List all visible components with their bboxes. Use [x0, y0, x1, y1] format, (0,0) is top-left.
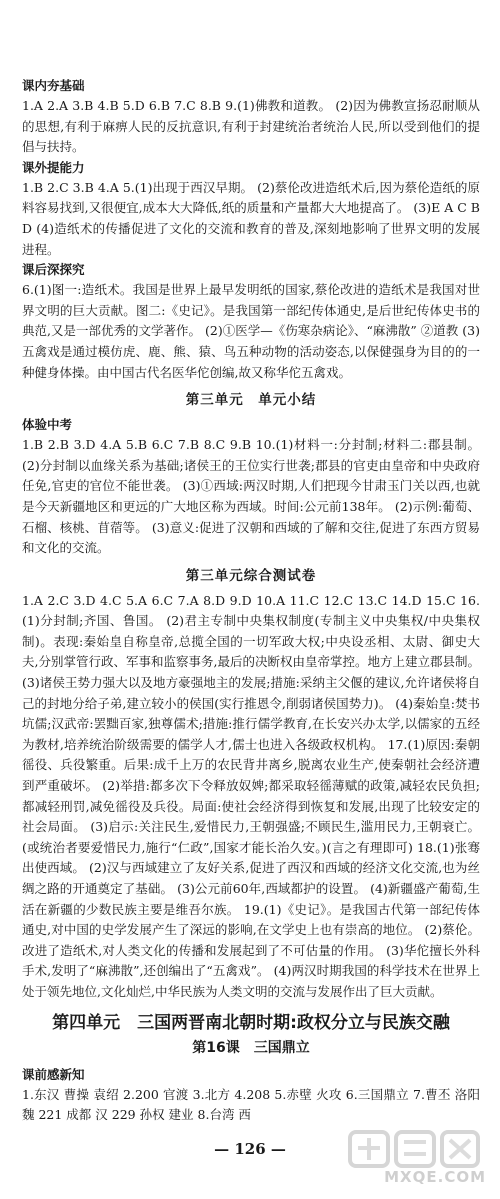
section-heading: 课内夯基础 — [22, 78, 85, 93]
answer-paragraph: 1.B 2.C 3.B 4.A 5.(1)出现于西汉早期。 (2)蔡伦改进造纸术后,因为蔡伦造纸的原料容易找到,又很便宜,成本大大降低,纸的质量和产量都大大地提高了。 (3)E A C B D (4)造纸术的传播促进了文化的交流和教育的普及,深刻地影响了世界文明的发展进程。 — [22, 179, 480, 257]
answer-paragraph: 1.A 2.A 3.B 4.B 5.D 6.B 7.C 8.B 9.(1)佛教和道教。 (2)因为佛教宣扬忍耐顺从的思想,有利于麻痹人民的反抗意识,有利于封建统治者统治人民,所以受到他们的提倡与扶持。 — [22, 98, 480, 155]
page-number: — 126 — — [214, 1140, 286, 1158]
answer-paragraph: 6.(1)图一:造纸术。我国是世界上最早发明纸的国家,蔡伦改进的造纸术是我国对世界文明的巨大贡献。图二:《史记》。是我国第一部纪传体通史,是后世纪传体史书的典范,又是一部优秀的文学著作。 (2)①医学—《伤寒杂病论》、“麻沸散” ②道教 (3)五禽戏是通过模仿虎、鹿、熊、猿、鸟五种动物的活动姿态,以保健强身为目的的一种健身体操。由中国古代名医华佗创编,故又称华佗五禽戏。 — [22, 282, 480, 380]
section-in-class — [22, 76, 480, 158]
section-heading: 课前感新知 — [22, 1066, 85, 1082]
section-after-class — [22, 260, 480, 383]
section-extracurricular — [22, 158, 480, 260]
unit3-test-title: 第三单元综合测试卷 — [185, 567, 317, 584]
unit3-summary-title: 第三单元 单元小结 — [185, 392, 317, 409]
section-heading: 体验中考 — [22, 417, 73, 433]
answer-paragraph: 1.B 2.B 3.D 4.A 5.B 6.C 7.B 8.C 9.B 10.(1)材料一:分封制;材料二:郡县制。 (2)分封制以血缘关系为基础;诸侯王的王位实行世袭;郡县的官吏由皇帝和中央政府任免,官吏的官位不能世袭。 (3)①西域:两汉时期,人们把现今甘肃玉门关以西,也就是今天新疆地区和更远的广大地区称为西域。时间:公元前138年。 (2)示例:葡萄、石榴、核桃、苜蓿等。 (3)意义:促进了汉朝和西域的了解和交往,促进了东西方贸易和文化的交流。 — [22, 437, 480, 556]
answer-paragraph: 1.东汉 曹操 袁绍 2.200 官渡 3.北方 4.208 5.赤壁 火攻 6.三国鼎立 7.曹丕 洛阳 魏 221 成都 汉 229 孙权 建业 8.台湾 西 — [22, 1086, 480, 1123]
section-heading: 课外提能力 — [22, 159, 85, 175]
lesson-title: 第16课 三国鼎立 — [192, 1039, 310, 1056]
watermark-text: MXQE.COM — [384, 1168, 486, 1186]
answer-paragraph: 1.A 2.C 3.D 4.C 5.A 6.C 7.A 8.D 9.D 10.A 11.C 12.C 13.C 14.D 15.C 16.(1)分封制;齐国、鲁国。 (2)君主专制中央集权制度(专制主义中央集权/中央集权制)。表现:秦始皇自称皇帝,总揽全国的一切军政大权;中央设丞相、太尉、御史大夫,分别掌管行政、军事和监察事务,最后的决断权由皇帝掌控。地方上建立郡县制。 (3)诸侯王势力强大以及地方豪强地主的发展;措施:采纳主父偃的建议,允许诸侯将自己的封地分给子弟,建立较小的侯国(实行推恩令,削弱诸侯国势力)。 (4)秦始皇:焚书坑儒;汉武帝:罢黜百家,独尊儒术;措施:推行儒学教育,在长安兴办太学,以儒家的五经为教材,培养统治阶级需要的儒学人才,儒士也进入各级政权机构。 17.(1)原因:秦朝徭役、兵役繁重。后果:成千上万的农民背井离乡,脱离农业生产,使秦朝社会经济遭到严重破坏。 (2)举措:都多次下令释放奴婢;都采取轻徭薄赋的政策,减轻农民负担;都减轻刑罚,减免徭役及兵役。局面:使社会经济得到恢复和发展,出现了比较安定的社会局面。 (3)启示:关注民生,爱惜民力,王朝强盛;不顾民生,滥用民力,王朝衰亡。(或统治者要爱惜民力,施行“仁政”,国家才能长治久安。)(言之有理即可) 18.(1)张骞出使西域。 (2)汉与西域建立了友好关系,促进了西汉和西域的经济文化交流,也为丝绸之路的开通奠定了基础。 (3)公元前60年,西域都护的设置。 (4)新疆盛产葡萄,生活在新疆的少数民族主要是维吾尔族。 19.(1)《史记》。是我国古代第一部纪传体通史,对中国的史学发展产生了深远的影响,在文学史上也有崇高的地位。 (2)蔡伦。改进了造纸术,对人类文化的传播和发展起到了不可估量的作用。 (3)华佗擅长外科手术,发明了“麻沸散”,还创编出了“五禽戏”。 (4)两汉时期我国的科学技术在世界上处于领先地位,文化灿烂,中华民族为人类文明的交流与发展作出了巨大贡献。 — [22, 592, 480, 999]
unit4-title: 第四单元 三国两晋南北朝时期:政权分立与民族交融 — [52, 1012, 450, 1033]
section-heading: 课后深探究 — [22, 262, 85, 278]
